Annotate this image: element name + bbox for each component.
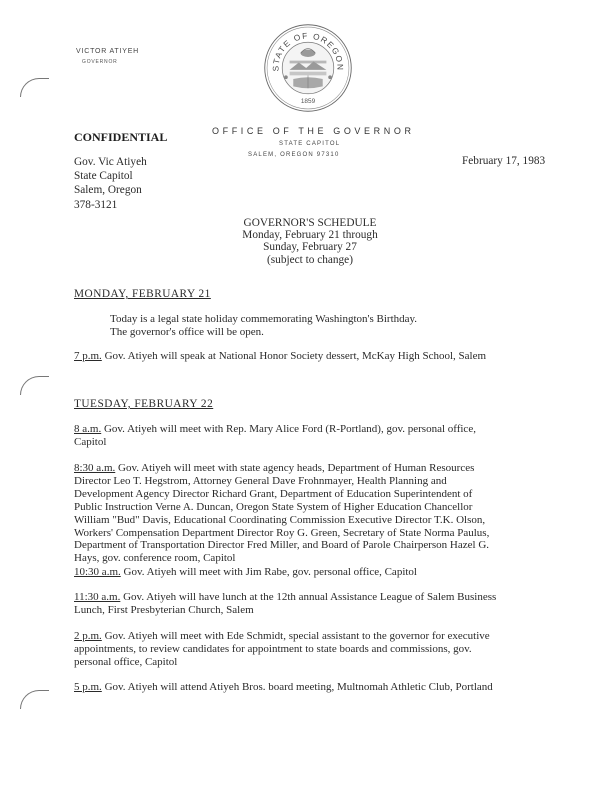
schedule-header-line: (subject to change) [267,253,353,266]
schedule-entry [74,681,594,694]
entry-time: 11:30 a.m. [74,591,121,603]
schedule-entry [74,591,594,617]
entry-text: Gov. Atiyeh will meet with Jim Rabe, gov. personal office, Capitol [123,566,417,578]
entry-time: 7 p.m. [74,350,102,362]
entry-text: Gov. Atiyeh will speak at National Honor Society dessert, McKay High School, Salem [104,350,487,362]
entry-time: 10:30 a.m. [74,566,121,578]
schedule-header-line: Sunday, February 27 [263,241,357,254]
entry-time: 2 p.m. [74,630,102,642]
entry-text: Director Leo T. Hegstrom, Attorney General Dave Frohnmayer, Health Planning and [74,474,447,487]
schedule-header [200,217,420,266]
entry-text: Development Agency Director Richard Grant, Department of Education Superintendent of [74,487,473,500]
note-line: Today is a legal state holiday commemorating Washington's Birthday. [110,313,418,325]
address-line: State Capitol [74,170,133,183]
entry-text: Gov. Atiyeh will meet with state agency heads, Department of Human Resources [118,462,475,474]
entry-text: personal office, Capitol [74,655,178,668]
entry-text: William "Bud" Davis, Educational Coordinating Commission Executive Director T.K. Olson, [74,513,486,526]
schedule-entry [74,350,594,363]
address-line: Gov. Vic Atiyeh [74,156,147,168]
entry-text: Capitol [74,435,107,448]
schedule-header-line: Monday, February 21 through [242,229,378,242]
entry-text: Public Instruction Verne A. Duncan, Oregon State System of Higher Education Chancellor [74,500,473,513]
schedule-entry [74,566,594,579]
document-date: February 17, 1983 [462,155,546,167]
entry-text: Lunch, First Presbyterian Church, Salem [74,603,254,616]
sender-address [74,155,147,212]
seal-ring-text: STATE OF OREGON [271,31,345,72]
oregon-state-seal-icon [262,22,354,114]
schedule-header-line: GOVERNOR'S SCHEDULE [243,217,377,229]
schedule-entry [74,462,594,565]
address-line: Salem, Oregon [74,184,142,197]
entry-text: Gov. Atiyeh will attend Atiyeh Bros. board meeting, Multnomah Athletic Club, Portland [104,681,493,693]
schedule-entry [74,630,594,669]
office-city: SALEM, OREGON 97310 [248,152,340,158]
day-heading-tuesday: TUESDAY, FEBRUARY 22 [74,398,214,410]
note-line: The governor's office will be open. [110,325,264,338]
monday-holiday-note [110,313,590,339]
day-heading-monday: MONDAY, FEBRUARY 21 [74,288,211,300]
entry-time: 8:30 a.m. [74,462,116,474]
entry-text: Gov. Atiyeh will meet with Ede Schmidt, special assistant to the governor for executive [104,630,490,642]
entry-time: 5 p.m. [74,681,102,693]
entry-text: Hays, gov. conference room, Capitol [74,552,236,565]
entry-text: Gov. Atiyeh will have lunch at the 12th annual Assistance League of Salem Business [123,591,497,603]
seal-year: 1859 [300,97,316,105]
entry-text: Gov. Atiyeh will meet with Rep. Mary Alice Ford (R-Portland), gov. personal office, [103,423,476,435]
entry-text: appointments, to review candidates for appointment to state boards and commissions, gov. [74,642,472,655]
entry-text: Department of Transportation Director Fred Miller, and Board of Parole Chairperson Hazel G. [74,539,490,552]
binder-hole-mark [20,376,49,395]
address-line: 378-3121 [74,198,118,211]
schedule-entry [74,423,594,449]
binder-hole-mark [20,690,49,709]
office-title: OFFICE OF THE GOVERNOR [212,126,415,136]
entry-text: Workers' Compensation Department Director Roy G. Green, Secretary of State Norma Paulus, [74,526,490,539]
letterhead-name: VICTOR ATIYEH [76,48,140,55]
entry-time: 8 a.m. [74,423,102,435]
letterhead-title: GOVERNOR [82,59,118,65]
office-building: STATE CAPITOL [279,141,341,147]
binder-hole-mark [20,78,49,97]
confidential-label: CONFIDENTIAL [74,130,168,144]
